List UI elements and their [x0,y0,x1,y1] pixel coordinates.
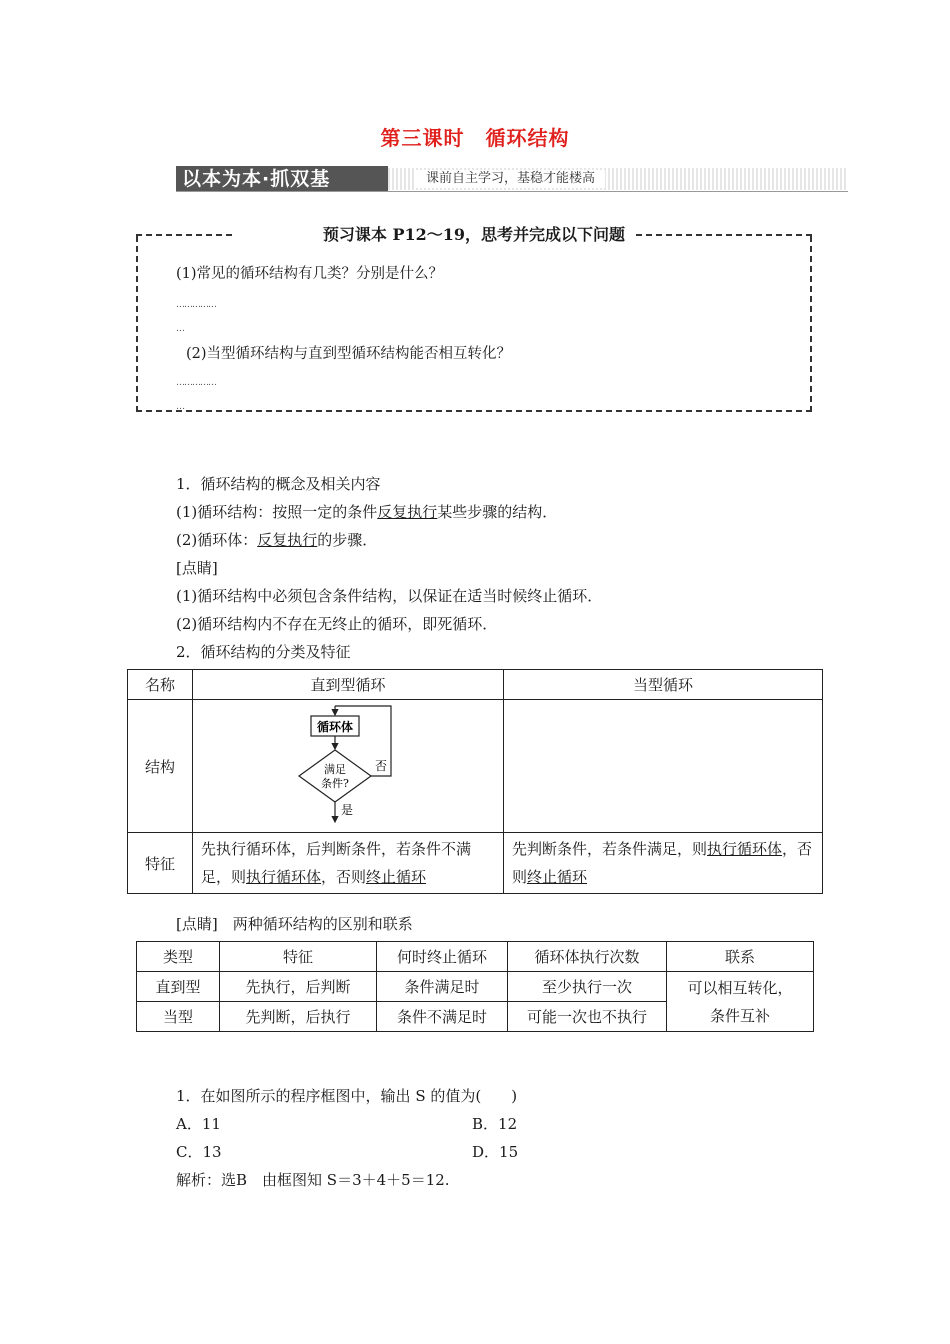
link-cell: 可以相互转化， 条件互补 [667,972,814,1032]
option-d: D．15 [472,1143,519,1161]
note-line: (1)循环结构中必须包含条件结构，以保证在适当时候终止循环． [176,587,603,605]
table-cell: 条件不满足时 [377,1002,508,1032]
blank-answer: 反复执行 [377,503,438,521]
banner-label: 以本为本·抓双基 [176,166,388,192]
blank-answer: 终止循环 [366,868,427,886]
blank-answer: 执行循环体 [707,840,783,858]
loop-type-table [127,669,823,894]
definition-line: (2)循环体：反复执行的步骤． [176,531,378,549]
answer-dots: … [176,402,184,412]
preview-question-1: (1)常见的循环结构有几类？分别是什么？ [176,266,444,282]
while-loop-diagram [504,700,823,833]
blank-answer: 终止循环 [527,868,588,886]
comparison-table [136,941,814,1032]
banner-rule [176,191,848,192]
header-cell: 循环体执行次数 [508,942,667,972]
blank-answer: 反复执行 [257,531,318,549]
until-loop-diagram [193,700,504,833]
yes-label: 是 [341,803,354,817]
row-label: 特征 [128,833,193,894]
page-title: 第三课时 循环结构 [380,126,570,150]
header-cell: 直到型循环 [193,670,504,700]
definition-line: (1)循环结构：按照一定的条件反复执行某些步骤的结构． [176,503,558,521]
preview-box [136,225,812,412]
answer-dots: …………… [176,378,216,388]
preview-question-2: (2)当型循环结构与直到型循环结构能否相互转化？ [186,346,512,362]
section-heading: 2．循环结构的分类及特征 [176,643,351,661]
answer-dots: … [176,324,184,334]
note-label: [点睛] [176,559,218,577]
table-cell: 条件满足时 [377,972,508,1002]
exercise-answer: 解析：选B 由框图知 S＝3＋4＋5＝12. [176,1171,450,1189]
banner-subtitle: 课前自主学习，基稳才能楼高 [416,170,605,188]
option-b: B．12 [472,1115,518,1133]
section-banner [176,166,848,192]
blank-answer: 执行循环体 [246,868,322,886]
table-cell: 先执行，后判断 [220,972,377,1002]
table-cell: 直到型 [137,972,220,1002]
while-feature: 先判断条件，若条件满足，则执行循环体，否则终止循环 [504,833,823,894]
no-label: 否 [375,759,388,773]
answer-dots: …………… [176,300,216,310]
table-cell: 可能一次也不执行 [508,1002,667,1032]
option-c: C．13 [176,1143,222,1161]
table-cell: 至少执行一次 [508,972,667,1002]
section-heading: 1．循环结构的概念及相关内容 [176,475,381,493]
table-cell: 当型 [137,1002,220,1032]
row-label: 结构 [128,700,193,833]
flowchart [193,700,503,828]
option-a: A．11 [176,1115,221,1133]
loop-body-label: 循环体 [316,720,354,734]
condition-diamond [299,750,371,802]
header-cell: 特征 [220,942,377,972]
exercise-question: 1．在如图所示的程序框图中，输出 S 的值为( ) [176,1087,518,1105]
header-cell: 何时终止循环 [377,942,508,972]
header-cell: 类型 [137,942,220,972]
preview-heading: 预习课本 P12～19，思考并完成以下问题 [138,222,810,245]
condition-label: 条件? [321,777,349,790]
comparison-caption: [点睛] 两种循环结构的区别和联系 [176,915,413,933]
table-cell: 先判断，后执行 [220,1002,377,1032]
until-feature: 先执行循环体，后判断条件，若条件不满足，则执行循环体，否则终止循环 [193,833,504,894]
header-cell: 名称 [128,670,193,700]
header-cell: 联系 [667,942,814,972]
note-line: (2)循环结构内不存在无终止的循环，即死循环． [176,615,498,633]
header-cell: 当型循环 [504,670,823,700]
condition-label: 满足 [324,763,346,776]
